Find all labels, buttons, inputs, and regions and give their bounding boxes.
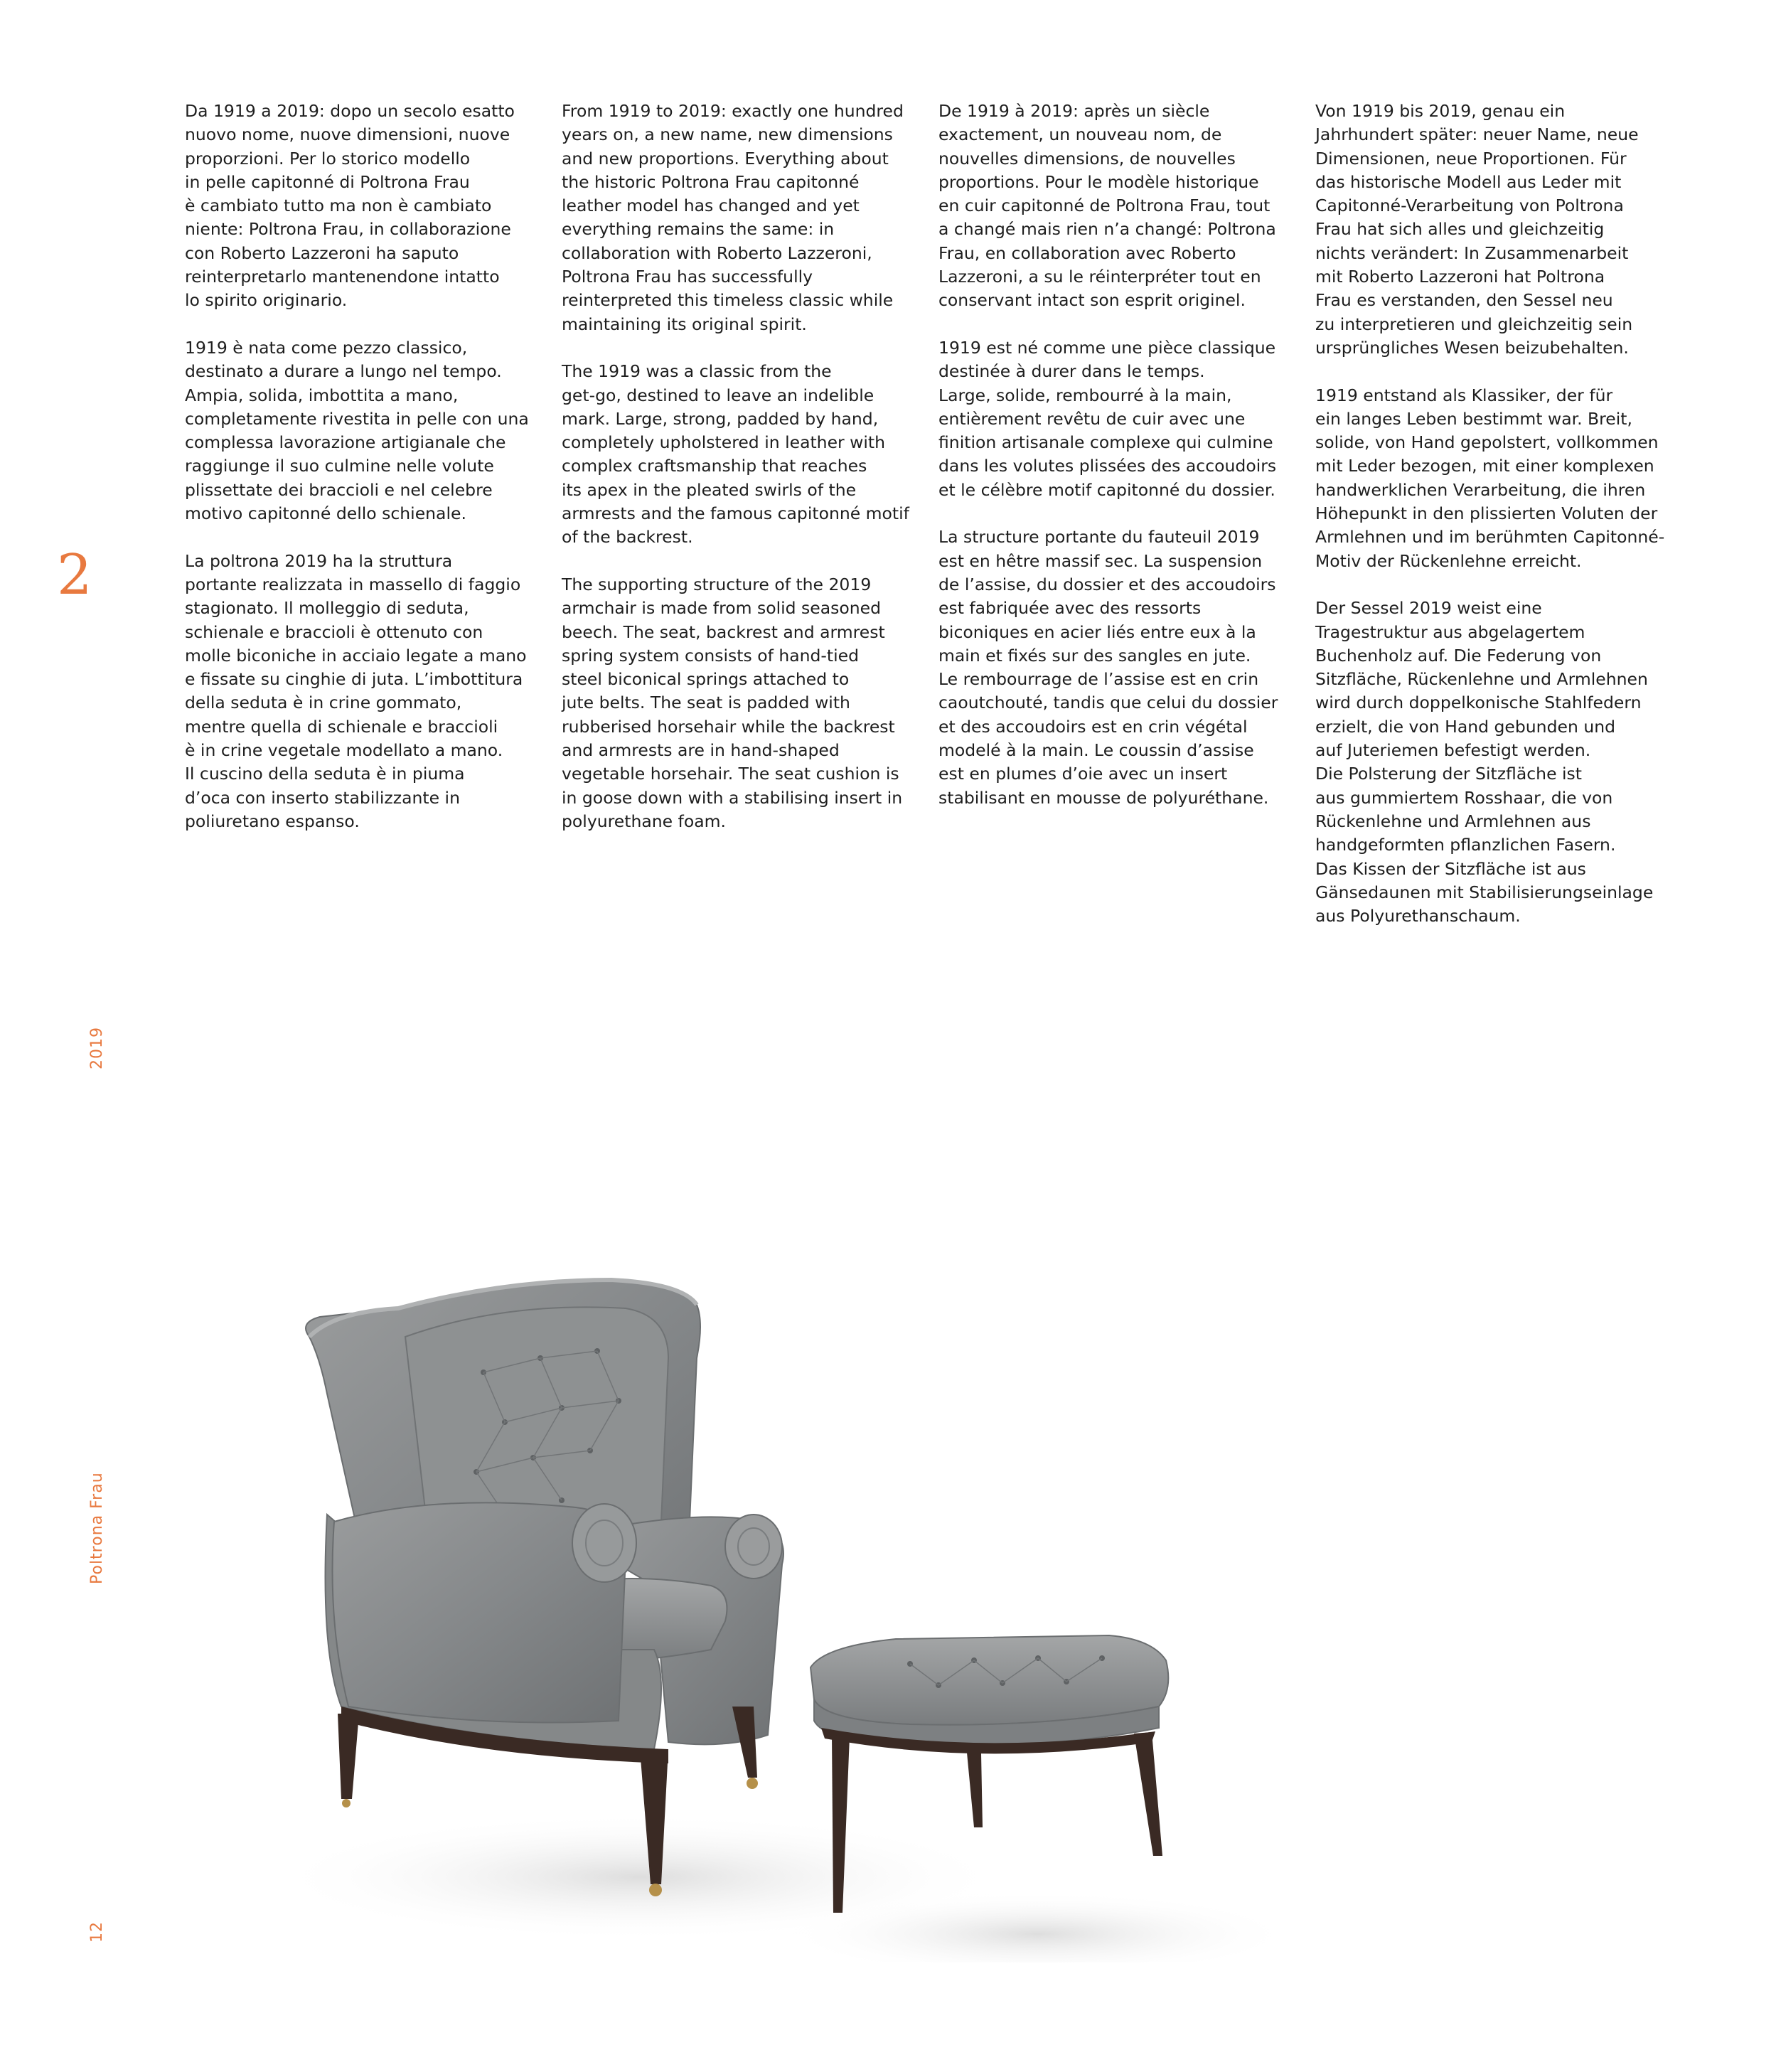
paragraph: 1919 est né comme une pièce classique destinée à durer dans le temps. Large, solide, rembourré à la main, entièrement revêtu de cuir avec une finition artisanale complexe qui culmine dans les volutes plissées des accoudoirs et le célèbre motif capitonné du dossier. — [938, 337, 1277, 500]
paragraph: The 1919 was a classic from the get-go, destined to leave an indelible mark. Large, strong, padded by hand, completely upholstered in leather with complex craftsmanship that reaches its apex in the pleated swirls of the armrests and the famous capitonné motif of the backrest. — [562, 361, 909, 548]
side-label-brand: Poltrona Frau — [88, 1472, 106, 1584]
product-photo — [270, 1251, 1479, 1962]
paragraph: 1919 entstand als Klassiker, der für ein langes Leben bestimmt war. Breit, solide, von Hand gepolstert, vollkommen mit Leder bezogen, mit einer komplexen handwerklichen Verarbeitung, die ihren Höhepunkt in den plissierten Voluten der Armlehnen und im berühmten Capitonné- Motiv der Rückenlehne erreicht. — [1315, 385, 1665, 571]
paragraph: From 1919 to 2019: exactly one hundred years on, a new name, new dimensions and new proportions. Everything about the historic Poltrona Frau capitonné leather model has changed and yet everything remains the same: in collaboration with Roberto Lazzeroni, Poltrona Frau has successfully reinterpreted this timeless classic while maintaining its original spirit. — [562, 101, 904, 334]
armchair — [306, 1280, 783, 1896]
paragraph: De 1919 à 2019: après un siècle exactement, un nouveau nom, de nouvelles dimensions, de nouvelles proportions. Pour le modèle historique en cuir capitonné de Poltrona Frau, tout a changé mais rien n’a changé: Poltrona Frau, en collaboration avec Roberto Lazzeroni, a su le réinterpréter tout en conservant intact son esprit originel. — [938, 101, 1276, 311]
side-label-year: 2019 — [88, 1027, 106, 1069]
paragraph: The supporting structure of the 2019 armchair is made from solid seasoned beech. The seat, backrest and armrest spring system consists of hand-tied steel biconical springs attached to jute belts. The seat is padded with rubberised horsehair while the backrest and armrests are in hand-shaped vegetable horsehair. The seat cushion is in goose down with a stabilising insert in polyurethane foam. — [562, 574, 903, 831]
text-column-french — [938, 100, 1294, 810]
paragraph: La structure portante du fauteuil 2019 est en hêtre massif sec. La suspension de l’assise, du dossier et des accoudoirs est fabriquée avec des ressorts biconiques en acier liés entre eux à la main et fixés sur des sangles en jute. Le rembourrage de l’assise est en crin caoutchouté, tandis que celui du dossier et des accoudoirs est en crin végétal modelé à la main. Le coussin d’assise est en plumes d’oie avec un insert stabilisant en mousse de polyuréthane. — [938, 527, 1278, 808]
page-number: 12 — [88, 1921, 106, 1943]
paragraph: Von 1919 bis 2019, genau ein Jahrhundert später: neuer Name, neue Dimensionen, neue Proportionen. Für das historische Modell aus Leder mit Capitonné-Verarbeitung von Poltrona Frau hat sich alles und gleichzeitig nichts verändert: In Zusammenarbeit mit Roberto Lazzeroni hat Poltrona Frau es verstanden, den Sessel neu zu interpretieren und gleichzeitig sein ursprüngliches Wesen beizubehalten. — [1315, 101, 1639, 358]
chapter-number: 2 — [57, 543, 92, 607]
paragraph: 1919 è nata come pezzo classico, destinato a durare a lungo nel tempo. Ampia, solida, imbottita a mano, completamente rivestita in pelle con una complessa lavorazione artigianale che raggiunge il suo culmine nelle volute plissettate dei braccioli e nel celebre motivo capitonné dello schienale. — [185, 337, 529, 524]
paragraph: Da 1919 a 2019: dopo un secolo esatto nuovo nome, nuove dimensioni, nuove proporzioni. Per lo storico modello in pelle capitonné di Poltrona Frau è cambiato tutto ma non è cambiato niente: Poltrona Frau, in collaborazione con Roberto Lazzeroni ha saputo reinterpretarlo mantenendone intatto lo spirito originario. — [185, 101, 515, 311]
paragraph: La poltrona 2019 ha la struttura portante realizzata in massello di faggio stagionato. Il molleggio di seduta, schienale e braccioli è ottenuto con molle biconiche in acciaio legate a mano e fissate su cinghie di juta. L’imbottitura della seduta è in crine gommato, mentre quella di schienale e braccioli è in crine vegetale modellato a mano. Il cuscino della seduta è in piuma d’oca con inserto stabilizzante in poliuretano espanso. — [185, 550, 527, 831]
text-column-italian — [185, 100, 540, 833]
text-column-german — [1315, 100, 1671, 928]
text-column-english — [562, 100, 917, 833]
paragraph: Der Sessel 2019 weist eine Tragestruktur aus abgelagertem Buchenholz auf. Die Federung von Sitzfläche, Rückenlehne und Armlehnen wird durch doppelkonische Stahlfedern erzielt, die von Hand gebunden und auf Juteriemen befestigt werden. Die Polsterung der Sitzfläche ist aus gummiertem Rosshaar, die von Rückenlehne und Armlehnen aus handgeformten pflanzlichen Fasern. Das Kissen der Sitzfläche ist aus Gänsedaunen mit Stabilisierungseinlage aus Polyurethanschaum. — [1315, 598, 1654, 926]
